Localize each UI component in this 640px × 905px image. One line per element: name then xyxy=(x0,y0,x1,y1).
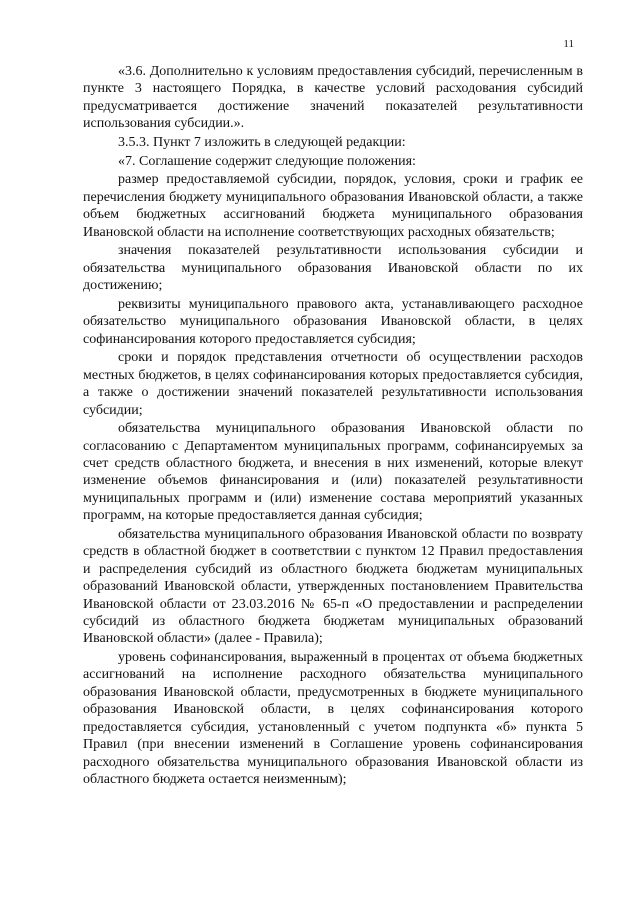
paragraph-7-intro: «7. Соглашение содержит следующие положения: xyxy=(118,153,416,169)
paragraph-funds-return: обязательства муниципального образования Ивановской области по возврату средств в областной бюджет в соответствии с пунктом 12 Правил предоставления и распределения субсидий из областного бюджета бюджетам муниципальных образований Ивановской области, утвержденных постановлением Правительства Ивановской области от 23.03.2016 № 65-п «О предоставлении и распределении субсидий из областного бюджета бюджетам муниципальных образований Ивановской области» (далее - Правила); xyxy=(83,526,583,647)
paragraph-cofinancing-level: уровень софинансирования, выраженный в процентах от объема бюджетных ассигнований на исполнение расходного обязательства муниципального образования Ивановской области, предусмотренных в бюджете муниципального образования Ивановской области, в целях софинансирования которого предоставляется субсидия, установленный с учетом подпункта «б» пункта 5 Правил (при внесении изменений в Соглашение уровень софинансирования расходного обязательства муниципального образования Ивановской области из областного бюджета остается неизменным); xyxy=(83,650,583,787)
paragraph-legal-act-details: реквизиты муниципального правового акта, устанавливающего расходное обязательство муниципального образования Ивановской области, в целях софинансирования которого предоставляется субсидия; xyxy=(83,296,583,347)
document-body xyxy=(83,63,583,790)
page-number: 11 xyxy=(563,38,574,50)
paragraph-3-6: «3.6. Дополнительно к условиям предоставления субсидий, перечисленным в пункте 3 настоящего Порядка, в качестве условий расходования субсидий предусматривается достижение значений показателей результативности использования субсидии.». xyxy=(83,64,583,132)
paragraph-reporting-terms: сроки и порядок представления отчетности об осуществлении расходов местных бюджетов, в целях софинансирования которых предоставляется субсидия, а также о достижении значений показателей результативности использования субсидии; xyxy=(83,350,583,418)
paragraph-performance-indicators: значения показателей результативности использования субсидии и обязательства муниципального образования Ивановской области по их достижению; xyxy=(83,243,583,294)
paragraph-subsidy-size: размер предоставляемой субсидии, порядок, условия, сроки и график ее перечисления бюджету муниципального образования Ивановской области, а также объем бюджетных ассигнований бюджета муниципального образования Ивановской области на исполнение соответствующих расходных обязательств; xyxy=(83,172,583,240)
paragraph-program-coordination: обязательства муниципального образования Ивановской области по согласованию с Департаментом муниципальных программ, софинансируемых за счет средств областного бюджета, и внесения в них изменений, которые влекут изменение объемов финансирования и (или) показателей результативности муниципальных программ и (или) изменение состава мероприятий указанных программ, на которые предоставляется данная субсидия; xyxy=(83,421,583,524)
paragraph-3-5-3: 3.5.3. Пункт 7 изложить в следующей редакции: xyxy=(118,134,406,150)
